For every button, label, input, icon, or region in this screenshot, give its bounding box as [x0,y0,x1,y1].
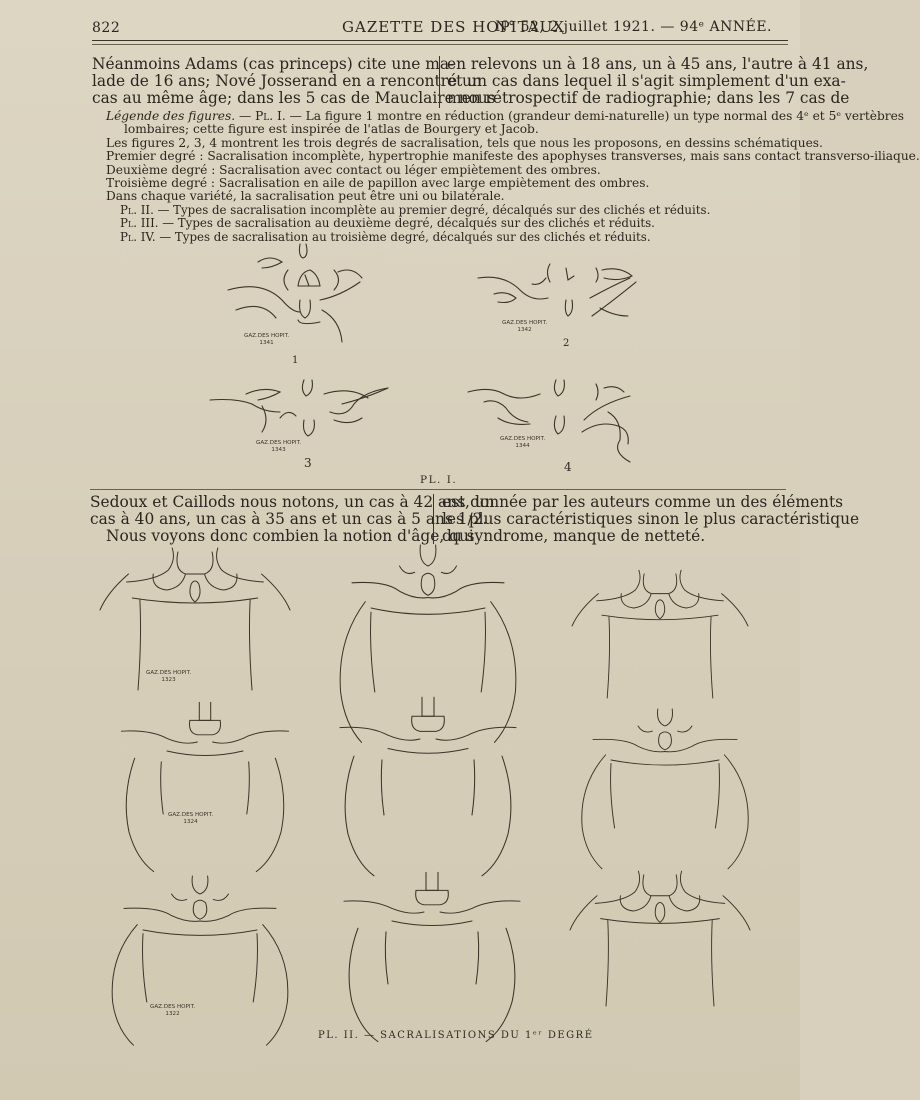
legend-heading: Légende des figures. [106,109,236,123]
text-line: Sedoux et Caillods nous notons, un cas à 42 ans, un [90,493,495,511]
text-line: est donnée par les auteurs comme un des éléments [442,493,844,511]
text-line: et un cas dans lequel il s'agit simplement d'un exa- [447,72,846,90]
text-line: Nous voyons donc combien la notion d'âge, qui [106,527,474,545]
figure-number: 2 [563,338,570,349]
journal-title: GAZETTE DES HOPITAUX [342,18,565,36]
figure-number: 4 [564,460,572,474]
text-line: en relevons un à 18 ans, un à 45 ans, l'autre à 41 ans, [447,55,869,73]
text-line: men rétrospectif de radiographie; dans les 7 cas de [447,89,850,107]
text-line: cas à 40 ans, un cas à 35 ans et un cas à 5 ans 1/2. [90,510,488,528]
plate-2-caption: PL. II. — SACRALISATIONS DU 1ᵉʳ DEGRÉ [318,1030,594,1041]
plate-stamp: GAZ.DES HOPIT. 1341 [244,333,290,346]
legend-line: Premier degré : Sacralisation incomplète, hypertrophie manifeste des apophyses transverses, mais sans contact transverso-iliaque. [106,149,920,164]
text-line: Néanmoins Adams (cas princeps) cite une ma- [92,55,455,73]
legend-text: — La figure 1 montre en réduction (grandeur demi-naturelle) un type normal des 4ᵉ et 5ᵉ vertèbres [289,109,905,123]
plate-2-figure [340,697,516,876]
plate-stamp: GAZ.DES HOPIT. 1344 [500,436,546,449]
legend-ref: Pl. III. [120,216,159,231]
legend-text: lombaires; cette figure est inspirée de l'atlas de Bourgery et Jacob. [124,122,539,137]
plate-stamp: GAZ.DES HOPIT. 1322 [150,1004,196,1017]
plate-stamp: GAZ.DES HOPIT. 1323 [146,670,192,683]
plate-2-figure [112,876,288,1045]
text-line: lade de 16 ans; Nové Josserand en a rencontré un [92,72,482,90]
legend-ref: Pl. II. [120,202,154,217]
text-line: les plus caractéristiques sinon le plus caractéristique [442,510,860,528]
plate-2-figure [572,570,748,698]
page-number: 822 [92,20,121,36]
plate-2-figure [340,545,516,742]
legend-text: — Types de sacralisation au troisième degré, décalqués sur des clichés et réduits. [159,229,651,244]
figure-number: 3 [304,456,312,470]
legend-line: Deuxième degré : Sacralisation avec contact ou léger empiètement des ombres. [106,162,601,177]
figure-number: 1 [292,355,299,366]
plate-2-figure [570,871,750,1006]
plate-2-figure [582,709,748,869]
plate-2-figure [121,702,288,871]
legend-line: Dans chaque variété, la sacralisation peut être uni ou bilatérale. [106,189,505,204]
text-line: du syndrome, manque de netteté. [442,527,706,545]
plate-2-figure [100,548,290,690]
issue-info: N° 52, 2 juillet 1921. — 94ᵉ ANNÉE. [495,19,772,35]
text-line: cas au même âge; dans les 5 cas de Mauclaire nous [92,89,496,107]
plate-stamp: GAZ.DES HOPIT. 1343 [256,440,302,453]
plate-stamp: GAZ.DES HOPIT. 1324 [168,812,214,825]
legend-text: — Types de sacralisation au deuxième degré, décalqués sur des clichés et réduits. [162,216,655,231]
plate-stamp: GAZ.DES HOPIT. 1342 [502,320,548,333]
legend-ref: Pl. I. [255,109,286,123]
legend-text: — Types de sacralisation incomplète au premier degré, décalqués sur des clichés et réduits. [157,202,711,217]
legend-line: Troisième degré : Sacralisation en aile de papillon avec large empiètement des ombres. [106,176,650,191]
plate-2-figure [344,872,520,1041]
legend-line: Les figures 2, 3, 4 montrent les trois degrés de sacralisation, tels que nous les proposons, en dessins schématiques. [106,135,823,150]
figure-legend: Légende des figures. — Pl. I. — La figure 1 montre en réduction (grandeur demi-naturelle) un type normal des 4ᵉ et 5ᵉ vertèbres lombaires; cette figure est inspirée de l'atlas de Bourgery et Jacob. Les figures 2, 3, 4 montrent les trois degrés de sacralisation, tels que nous les proposons, en dessins schématiques. Premier degré : Sacralisation incomplète, hypertrophie manifeste des apophyses transverses, mais sans contact transverso-iliaque. Deuxième degré : Sacralisation avec contact ou léger empiètement des ombres. Troisième degré : Sacralisation en aile de papillon avec large empiètement des ombres. Dans chaque variété, la sacralisation peut être uni ou bilatérale. Pl. II. — Types de sacralisation incomplète au premier degré, décalqués sur des clichés et réduits. Pl. III. — Types de sacralisation au deuxième degré, décalqués sur des clichés et réduits. Pl. IV. — Types de sacralisation au troisième degré, décalqués sur des clichés et réduits. [106,109,920,244]
plate-1-caption: PL. I. [420,474,458,486]
legend-ref: Pl. IV. [120,229,156,244]
